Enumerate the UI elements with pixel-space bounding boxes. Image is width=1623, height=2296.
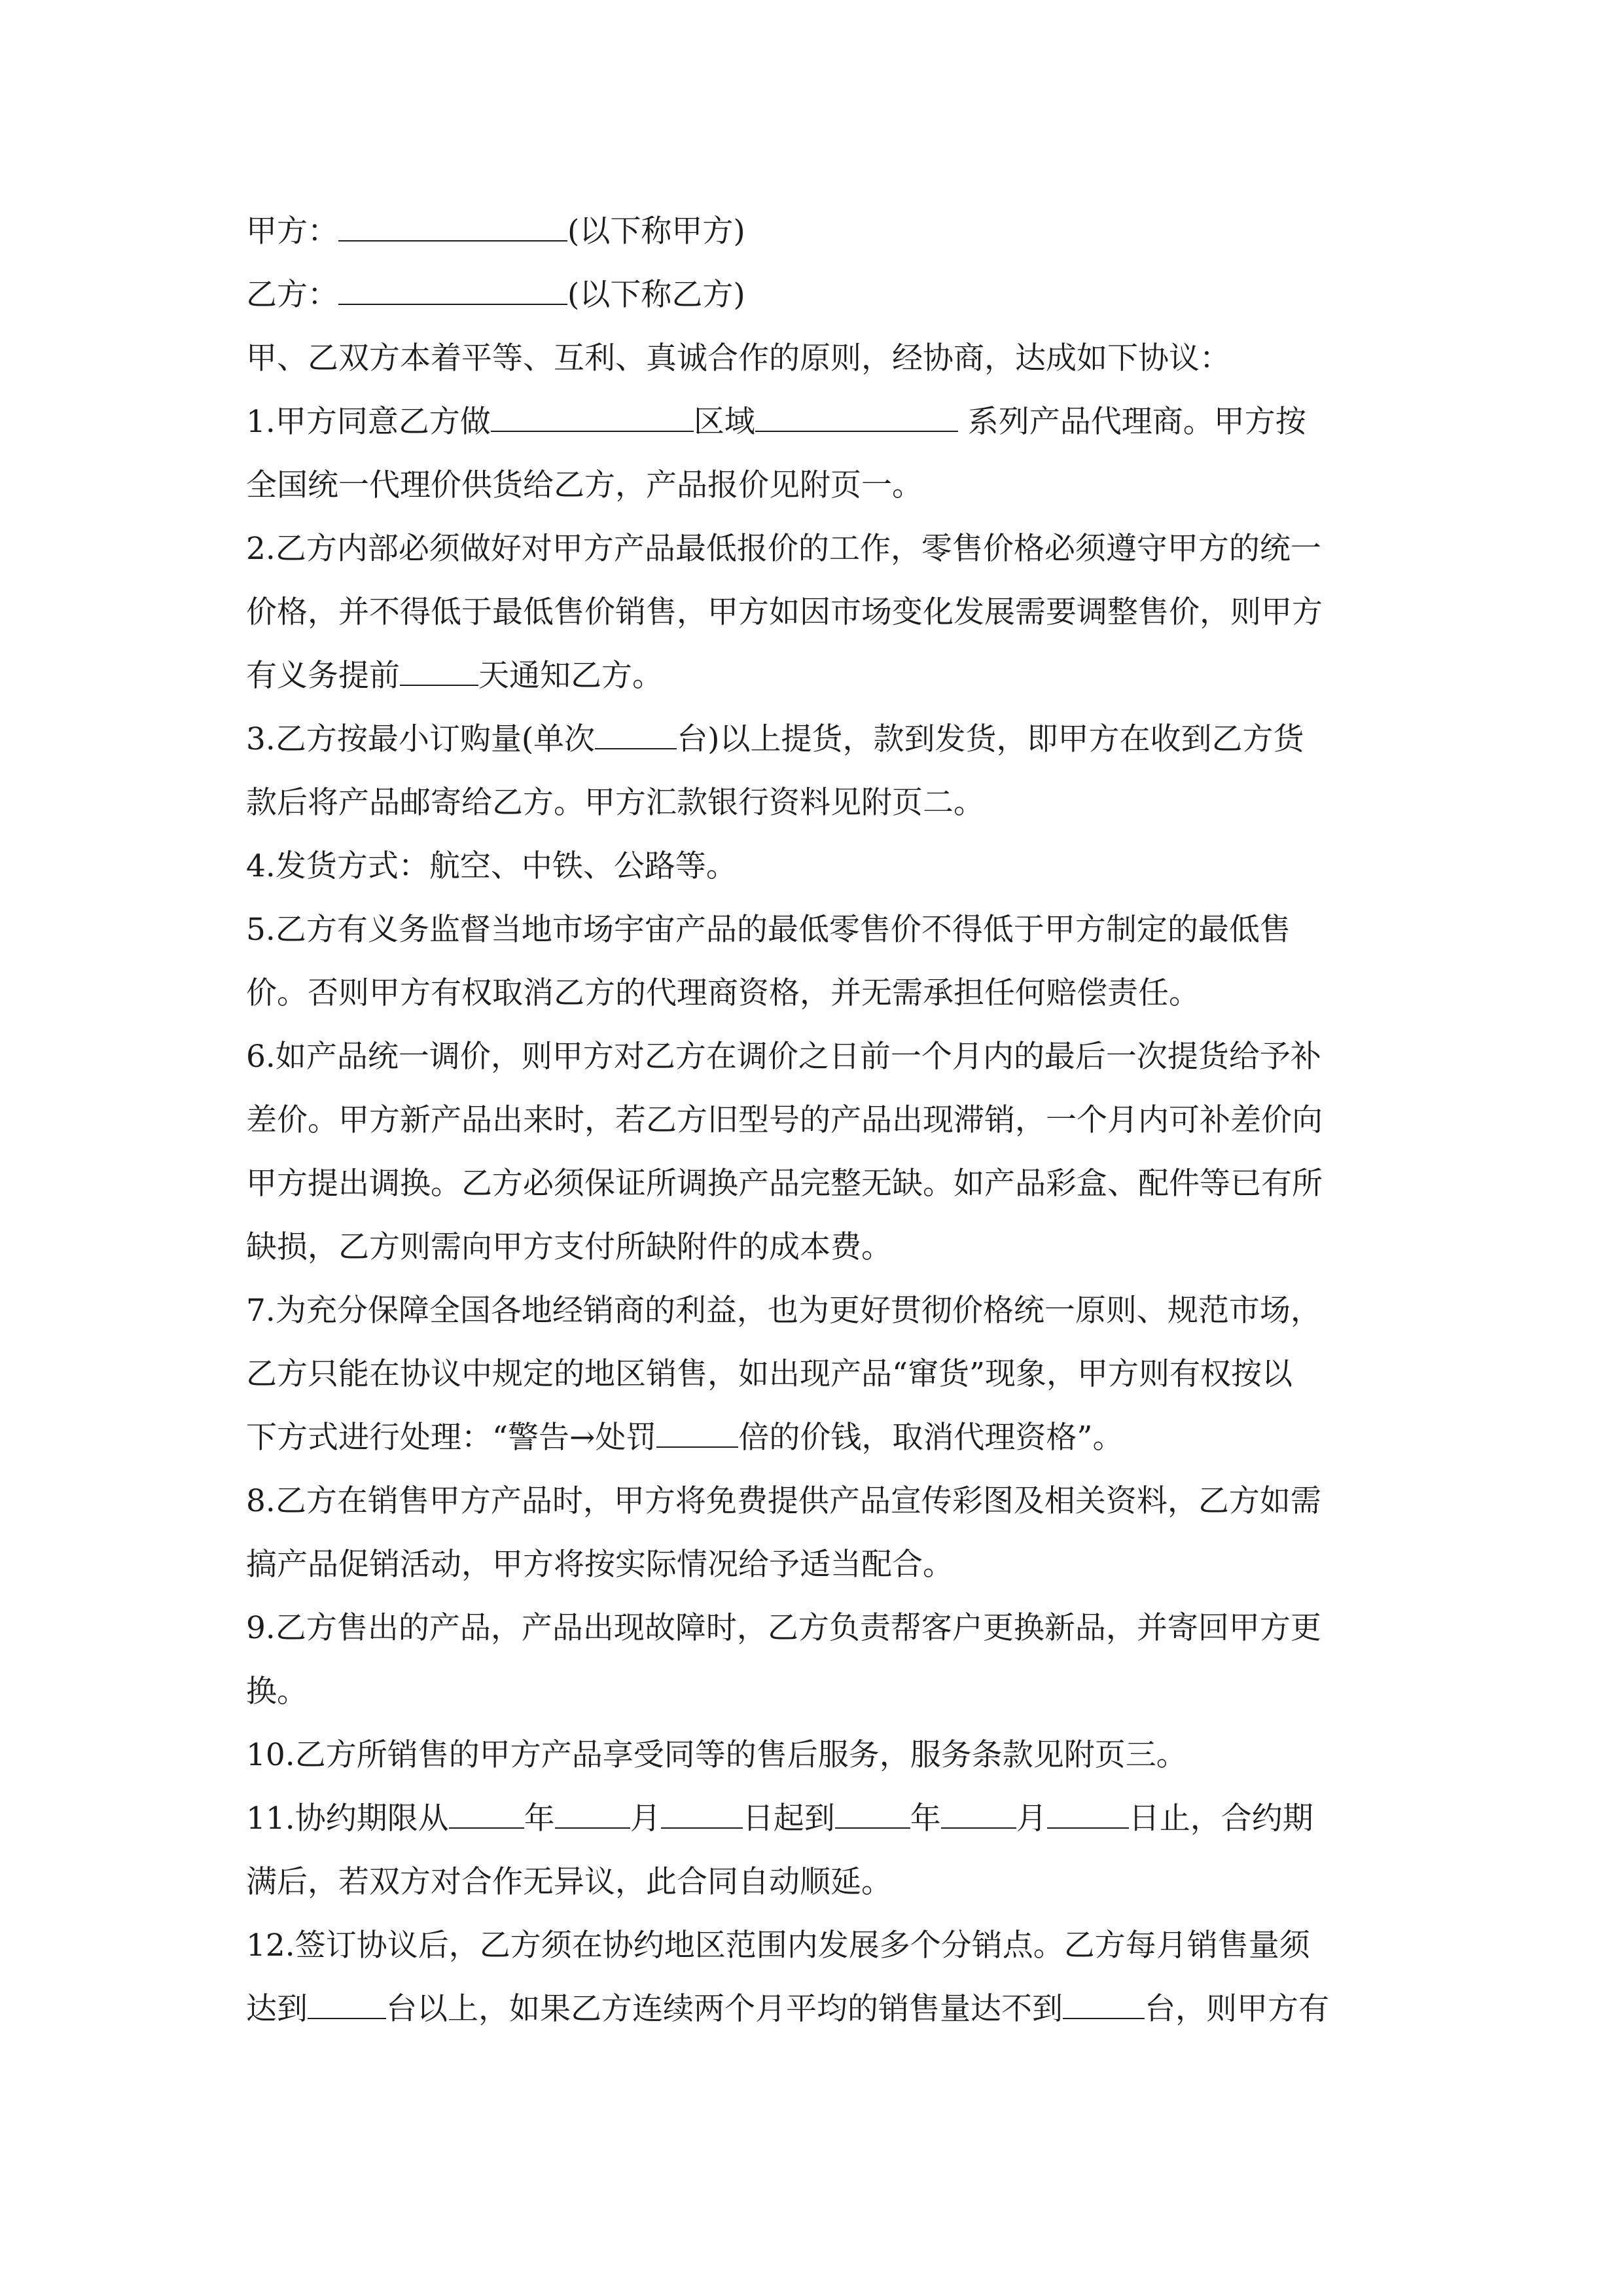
series-blank[interactable] [755,390,958,432]
clause-11-line-1 [246,1787,1391,1850]
party-a-name-blank[interactable] [338,200,567,242]
clause-6-line-4: 缺损，乙方则需向甲方支付所缺附件的成本费。 [246,1229,892,1265]
clause-6-line-3: 甲方提出调换。乙方必须保证所调换产品完整无缺。如产品彩盒、配件等已有所 [246,1166,1323,1202]
clause-3-text-a: 3.乙方按最小订购量(单次 [246,721,596,757]
min-order-blank[interactable] [595,708,677,749]
clause-9-line-2: 换。 [246,1674,308,1710]
end-year-blank[interactable] [835,1787,910,1829]
clause-2-line-1: 2.乙方内部必须做好对甲方产品最低报价的工作，零售价格必须遵守甲方的统一 [246,531,1321,567]
clause-1-text-b: 区域 [693,404,755,440]
start-month-label: 月 [630,1801,661,1837]
party-b-label: 乙方： [246,277,338,313]
clause-2-line-3 [246,644,1391,708]
clause-6-line-2: 差价。甲方新产品出来时，若乙方旧型号的产品出现滞销，一个月内可补差价向 [246,1102,1323,1138]
clause-10-line: 10.乙方所销售的甲方产品享受同等的售后服务，服务条款见附页三。 [246,1737,1187,1773]
notice-days-blank[interactable] [400,644,478,686]
clause-2-line-2: 价格，并不得低于最低售价销售，甲方如因市场变化发展需要调整售价，则甲方 [246,594,1323,630]
clause-11-text-a: 11.协约期限从 [246,1801,449,1837]
clause-8-line-2: 搞产品促销活动，甲方将按实际情况给予适当配合。 [246,1547,954,1583]
end-day-blank[interactable] [1047,1787,1129,1829]
region-blank[interactable] [491,390,694,432]
clause-11-line-2: 满后，若双方对合作无异议，此合同自动顺延。 [246,1864,892,1900]
clause-3-text-b: 台)以上提货，款到发货，即甲方在收到乙方货 [677,721,1304,757]
clause-2-text-c: 有义务提前 [246,658,400,694]
clause-5-line-1: 5.乙方有义务监督当地市场宇宙产品的最低零售价不得低于甲方制定的最低售 [246,912,1291,948]
clause-1-line-2: 全国统一代理价供货给乙方，产品报价见附页一。 [246,467,923,503]
penalty-multiple-blank[interactable] [656,1406,738,1448]
start-month-blank[interactable] [555,1787,630,1829]
party-b-name-blank[interactable] [338,263,567,305]
clause-1-text-c: 系列产品代理商。甲方按 [957,404,1306,440]
end-month-label: 月 [1016,1801,1047,1837]
end-year-label: 年 [910,1801,941,1837]
party-a-label: 甲方： [246,213,338,249]
party-a-line [246,200,1391,263]
contract-page [246,200,1391,2041]
start-day-blank[interactable] [661,1787,743,1829]
min-average-sales-blank[interactable] [1063,1977,1145,2019]
start-day-label: 日起到 [742,1801,835,1837]
clause-12-line-1: 12.签订协议后，乙方须在协约地区范围内发展多个分销点。乙方每月销售量须 [246,1928,1310,1964]
clause-12-text-b: 达到 [246,1991,308,2027]
clause-2-text-d: 天通知乙方。 [478,658,663,694]
clause-3-line-1 [246,708,1391,771]
monthly-sales-blank[interactable] [308,1977,386,2019]
clause-8-line-1: 8.乙方在销售甲方产品时，甲方将免费提供产品宣传彩图及相关资料，乙方如需 [246,1483,1321,1519]
clause-7-line-2: 乙方只能在协议中规定的地区销售，如出现产品“窜货”现象，甲方则有权按以 [246,1356,1293,1392]
start-year-blank[interactable] [449,1787,524,1829]
clause-7-text-c: 下方式进行处理：“警告→处罚 [246,1420,657,1456]
clause-5-line-2: 价。否则甲方有权取消乙方的代理商资格，并无需承担任何赔偿责任。 [246,975,1200,1011]
party-a-suffix: (以下称甲方) [567,213,745,249]
clause-1-text-a: 1.甲方同意乙方做 [246,404,491,440]
clause-7-text-d: 倍的价钱，取消代理资格”。 [738,1420,1124,1456]
end-month-blank[interactable] [941,1787,1016,1829]
clause-4-line: 4.发货方式：航空、中铁、公路等。 [246,848,737,884]
clause-6-line-1: 6.如产品统一调价，则甲方对乙方在调价之日前一个月内的最后一次提货给予补 [246,1039,1321,1075]
clause-3-line-2: 款后将产品邮寄给乙方。甲方汇款银行资料见附页二。 [246,785,984,821]
clause-12-text-d: 台，则甲方有 [1145,1991,1329,2027]
start-year-label: 年 [524,1801,555,1837]
clause-7-line-1: 7.为充分保障全国各地经销商的利益，也为更好贯彻价格统一原则、规范市场， [246,1293,1321,1329]
end-day-label: 日止，合约期 [1128,1801,1313,1837]
clause-7-line-3 [246,1406,1391,1469]
intro-line: 甲、乙双方本着平等、互利、真诚合作的原则，经协商，达成如下协议： [246,340,1230,376]
clause-1-line-1 [246,390,1391,454]
party-b-suffix: (以下称乙方) [567,277,745,313]
clause-12-text-c: 台以上，如果乙方连续两个月平均的销售量达不到 [386,1991,1063,2027]
clause-12-line-2 [246,1977,1391,2041]
clause-9-line-1: 9.乙方售出的产品，产品出现故障时，乙方负责帮客户更换新品，并寄回甲方更 [246,1610,1321,1646]
party-b-line [246,263,1391,327]
